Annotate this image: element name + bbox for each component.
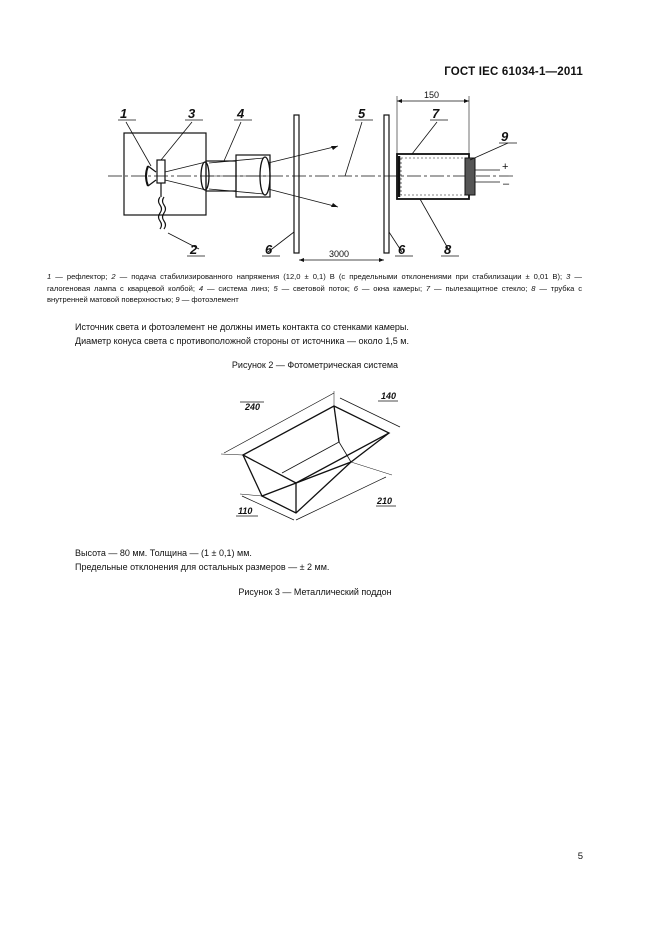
legend-text: — система линз; (203, 283, 274, 293)
dimension-140: 140 (381, 391, 397, 401)
legend-num: 6 (353, 283, 358, 293)
legend-num: 9 (175, 295, 180, 304)
callout-2: 2 (190, 242, 198, 257)
callout-3: 3 (188, 106, 196, 121)
legend-text: — трубка с внутренней матовой поверхностью; (47, 283, 583, 304)
photocell (465, 158, 475, 195)
chamber-window-left (294, 115, 299, 253)
callout-1: 1 (120, 106, 128, 121)
legend-text: — подача стабилизированного напряжения (12,0 ± 0,1) В (с предельными отклонениями при стабилизации ± 0,01 В); (115, 272, 567, 281)
dimension-110: 110 (238, 506, 253, 516)
callout-4: 4 (237, 106, 245, 121)
legend-num: 2 (111, 272, 116, 281)
dimension-210: 210 (377, 496, 393, 506)
callout-8: 8 (444, 242, 452, 257)
figure2-caption: Рисунок 2 — Фотометрическая система (231, 360, 399, 370)
figure3-note-2: Предельные отклонения для остальных размеров — ± 2 мм. (75, 562, 330, 572)
plus-sign: + (502, 161, 509, 173)
minus-sign: – (503, 178, 510, 190)
legend-num: 4 (198, 283, 204, 293)
page-number: 5 (577, 851, 583, 862)
figure2-note-1: Источник света и фотоэлемент не должны иметь контакта со стенками камеры. (75, 322, 409, 332)
chamber-window-right (384, 115, 389, 253)
halogen-lamp (157, 160, 165, 183)
dimension-150: 150 (424, 90, 440, 100)
photocell-tube (397, 154, 469, 199)
legend-text: — окна камеры; (357, 283, 426, 293)
figure2-legend (47, 271, 582, 306)
figure3-note-1: Высота — 80 мм. Толщина — (1 ± 0,1) мм. (75, 548, 252, 558)
legend-text: — галогеновая лампа с кварцевой колбой; (47, 272, 582, 293)
callout-6-left: 6 (265, 242, 273, 257)
figure2-note-2: Диаметр конуса света с противоположной стороны от источника — около 1,5 м. (75, 336, 409, 346)
legend-num: 5 (273, 283, 278, 293)
legend-text: — рефлектор; (51, 272, 112, 281)
callout-9: 9 (501, 129, 509, 144)
dimension-240: 240 (245, 402, 261, 412)
legend-text: — световой поток; (277, 283, 354, 293)
legend-num: 7 (425, 283, 431, 293)
photometric-system-diagram (0, 0, 661, 270)
legend-text: — фотоэлемент (179, 295, 239, 304)
legend-num: 1 (47, 272, 52, 281)
metal-tray-diagram (0, 380, 661, 530)
legend-num: 8 (531, 283, 536, 293)
callout-6-right: 6 (398, 242, 406, 257)
dimension-3000: 3000 (329, 249, 350, 259)
document-header: ГОСТ IEC 61034-1—2011 (444, 66, 583, 78)
legend-text: — пылезащитное стекло; (430, 283, 532, 293)
callout-7: 7 (432, 106, 440, 121)
figure3-caption: Рисунок 3 — Металлический поддон (238, 587, 392, 597)
legend-num: 3 (566, 272, 571, 281)
callout-5: 5 (358, 106, 366, 121)
